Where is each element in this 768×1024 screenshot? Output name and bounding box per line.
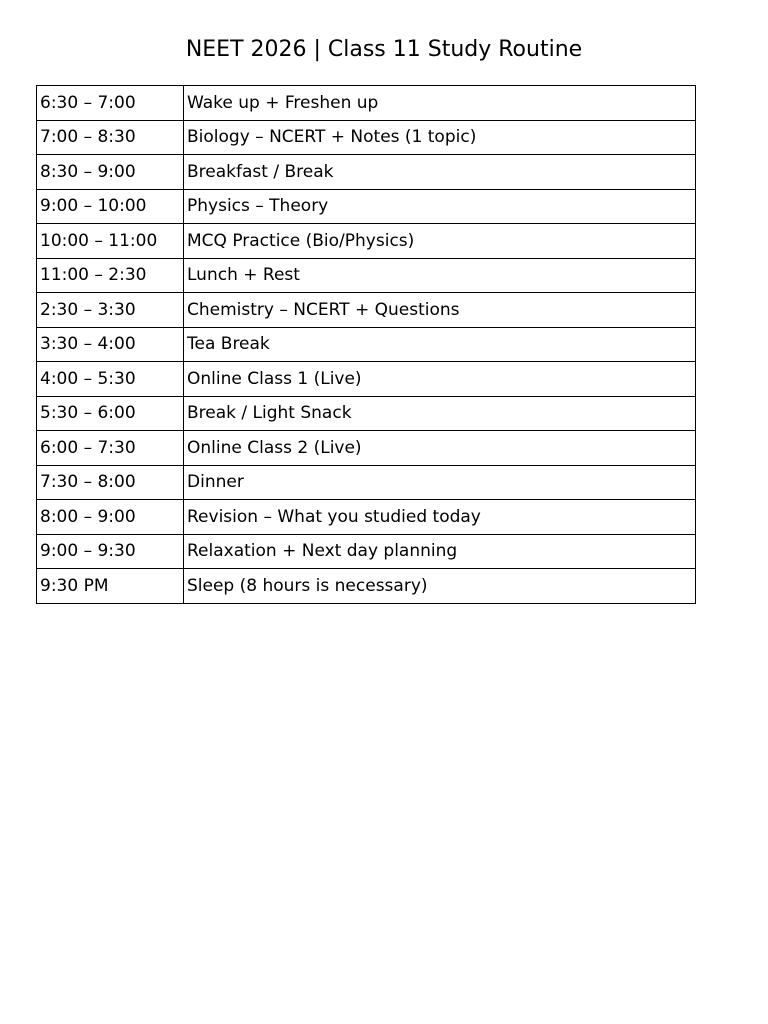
activity-cell: Wake up + Freshen up [184,86,696,121]
table-row [37,120,696,155]
activity-cell: Chemistry – NCERT + Questions [184,293,696,328]
activity-cell: Physics – Theory [184,189,696,224]
activity-cell: Online Class 2 (Live) [184,431,696,466]
activity-cell: Relaxation + Next day planning [184,534,696,569]
time-cell: 9:00 – 10:00 [37,189,184,224]
time-cell: 6:30 – 7:00 [37,86,184,121]
activity-cell: MCQ Practice (Bio/Physics) [184,224,696,259]
time-cell: 8:00 – 9:00 [37,500,184,535]
table-row [37,293,696,328]
activity-cell: Sleep (8 hours is necessary) [184,569,696,604]
activity-cell: Dinner [184,465,696,500]
time-cell: 9:30 PM [37,569,184,604]
table-row [37,465,696,500]
table-row [37,189,696,224]
table-row [37,534,696,569]
activity-cell: Revision – What you studied today [184,500,696,535]
time-cell: 9:00 – 9:30 [37,534,184,569]
activity-cell: Lunch + Rest [184,258,696,293]
table-row [37,500,696,535]
time-cell: 3:30 – 4:00 [37,327,184,362]
activity-cell: Breakfast / Break [184,155,696,190]
time-cell: 11:00 – 2:30 [37,258,184,293]
table-row [37,224,696,259]
time-cell: 10:00 – 11:00 [37,224,184,259]
page-title: NEET 2026 | Class 11 Study Routine [185,37,583,62]
table-row [37,258,696,293]
routine-table [36,85,696,604]
time-cell: 4:00 – 5:30 [37,362,184,397]
table-row [37,327,696,362]
table-row [37,155,696,190]
activity-cell: Online Class 1 (Live) [184,362,696,397]
time-cell: 7:30 – 8:00 [37,465,184,500]
activity-cell: Tea Break [184,327,696,362]
time-cell: 7:00 – 8:30 [37,120,184,155]
activity-cell: Break / Light Snack [184,396,696,431]
time-cell: 6:00 – 7:30 [37,431,184,466]
table-row [37,569,696,604]
table-row [37,86,696,121]
time-cell: 2:30 – 3:30 [37,293,184,328]
time-cell: 8:30 – 9:00 [37,155,184,190]
activity-cell: Biology – NCERT + Notes (1 topic) [184,120,696,155]
table-row [37,431,696,466]
time-cell: 5:30 – 6:00 [37,396,184,431]
table-row [37,396,696,431]
table-row [37,362,696,397]
